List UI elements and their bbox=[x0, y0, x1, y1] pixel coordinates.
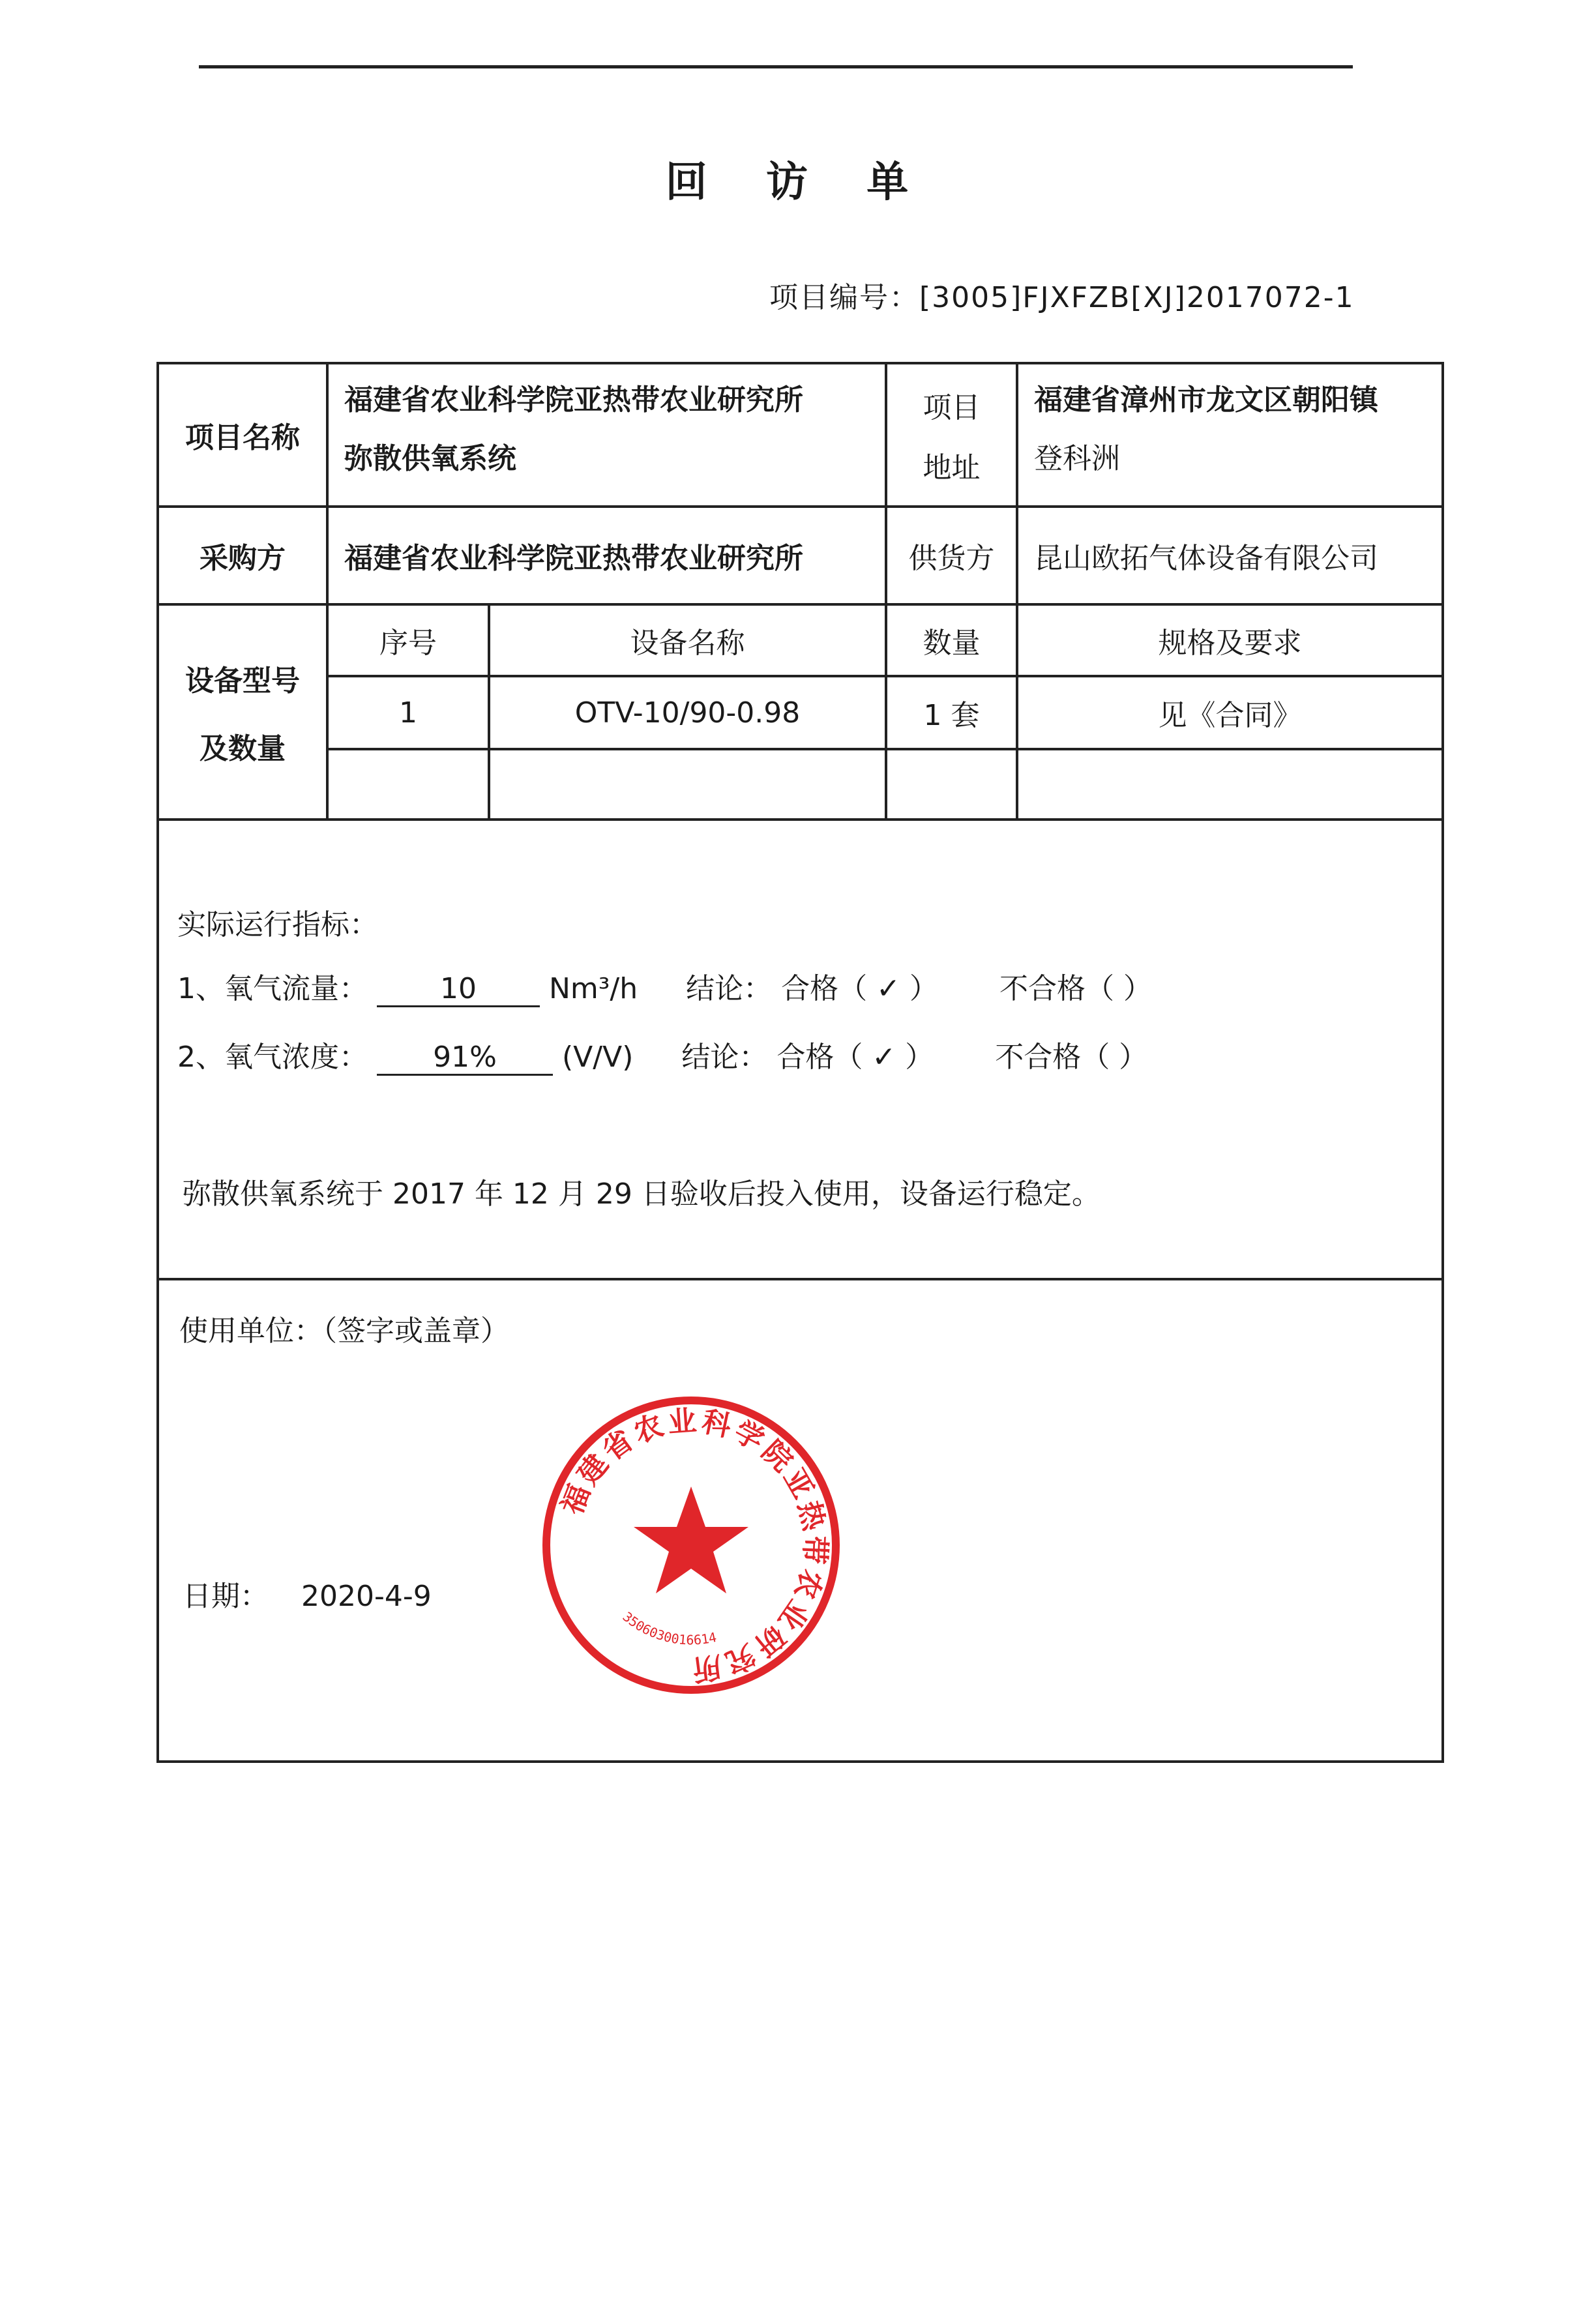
row-quantity: 1 套 bbox=[923, 699, 980, 732]
project-number: 项目编号：[3005]FJXFZB[XJ]2017072-1 bbox=[769, 281, 1355, 314]
seal-star bbox=[634, 1486, 748, 1593]
table-line bbox=[1441, 362, 1444, 1763]
indicator-2-fail: 不合格（ ） bbox=[995, 1041, 1148, 1074]
project-address-line2: 登科洲 bbox=[1034, 442, 1120, 475]
indicator-1-pass: 合格（ ✓ ） bbox=[781, 972, 938, 1005]
official-seal bbox=[535, 1389, 848, 1702]
row-spec: 见《合同》 bbox=[1158, 699, 1302, 732]
date-row bbox=[183, 1573, 432, 1614]
indicator-1-prefix: 1、氧气流量： bbox=[177, 972, 368, 1005]
header-equipment-name: 设备名称 bbox=[630, 627, 745, 660]
project-address-label-line1: 项目 bbox=[923, 391, 981, 424]
indicator-2-pass: 合格（ ✓ ） bbox=[776, 1041, 934, 1074]
project-name-line1: 福建省农业科学院亚热带农业研究所 bbox=[344, 383, 803, 417]
indicator-2-unit: (V/V) bbox=[562, 1041, 634, 1074]
user-unit-label: 使用单位：（签字或盖章） bbox=[179, 1314, 509, 1348]
supplier-label: 供货方 bbox=[908, 542, 995, 575]
indicators-heading: 实际运行指标： bbox=[177, 908, 378, 941]
project-name-label: 项目名称 bbox=[185, 421, 300, 454]
project-name-value bbox=[329, 364, 885, 505]
seal-text: 福建省农业科学院亚热带农业研究所 bbox=[555, 1404, 832, 1687]
header-index: 序号 bbox=[379, 627, 437, 660]
project-name-line2: 弥散供氧系统 bbox=[344, 442, 516, 475]
equipment-label bbox=[159, 606, 326, 818]
operation-statement: 弥散供氧系统于 2017 年 12 月 29 日验收后投入使用，设备运行稳定。 bbox=[183, 1177, 1101, 1211]
equipment-label-line1: 设备型号 bbox=[185, 664, 300, 698]
header-rule bbox=[199, 65, 1353, 68]
row-equipment-name: OTV-10/90-0.98 bbox=[574, 696, 801, 730]
indicator-1-conclusion: 结论： bbox=[686, 972, 773, 1005]
supplier-value: 昆山欧拓气体设备有限公司 bbox=[1034, 542, 1378, 575]
project-address-label-line2: 地址 bbox=[923, 451, 981, 484]
project-address-value bbox=[1018, 364, 1441, 505]
indicator-2-value: 91% bbox=[377, 1041, 553, 1076]
indicator-row-1 bbox=[177, 965, 1152, 1007]
document-title: 回 访 单 bbox=[665, 158, 931, 207]
indicator-row-2 bbox=[177, 1033, 1147, 1076]
table-line bbox=[156, 1760, 1444, 1763]
indicator-2-conclusion: 结论： bbox=[681, 1041, 768, 1074]
table-line bbox=[156, 1278, 1444, 1280]
date-value: 2020-4-9 bbox=[301, 1580, 432, 1613]
date-label: 日期： bbox=[183, 1580, 269, 1613]
indicator-1-fail: 不合格（ ） bbox=[999, 972, 1152, 1005]
seal-number: 3506030016614 bbox=[619, 1608, 718, 1648]
equipment-label-line2: 及数量 bbox=[200, 732, 286, 765]
header-quantity: 数量 bbox=[923, 627, 981, 660]
indicator-2-prefix: 2、氧气浓度： bbox=[177, 1041, 368, 1074]
project-address-line1: 福建省漳州市龙文区朝阳镇 bbox=[1034, 383, 1378, 417]
purchaser-label: 采购方 bbox=[200, 542, 286, 575]
table-line bbox=[156, 818, 1444, 821]
row-index: 1 bbox=[399, 696, 417, 730]
project-address-label bbox=[887, 364, 1016, 505]
header-spec: 规格及要求 bbox=[1158, 627, 1302, 660]
purchaser-value: 福建省农业科学院亚热带农业研究所 bbox=[344, 542, 803, 575]
indicator-1-unit: Nm³/h bbox=[549, 972, 638, 1005]
indicator-1-value: 10 bbox=[377, 972, 540, 1007]
